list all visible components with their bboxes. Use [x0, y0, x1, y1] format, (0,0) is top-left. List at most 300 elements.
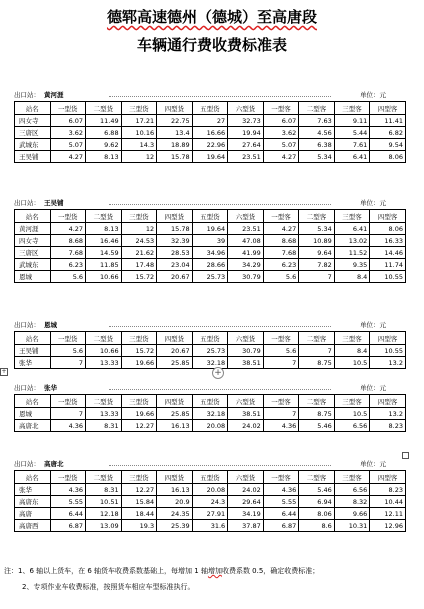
- note-1: 注：1、6 轴以上货车，在 6 轴货车收费系数基础上，每增加 1 轴增加收费系数 0.5，确定收费标准；: [4, 567, 320, 575]
- entry-station-cell: 恩城: [15, 271, 51, 283]
- page-title: 德郓高速德州（德城）至高唐段: [106, 8, 317, 26]
- table-row: [15, 357, 406, 369]
- toll-value-cell: 22.75: [157, 115, 193, 127]
- toll-value-cell: 19.94: [228, 127, 264, 139]
- dotted-leader: [109, 326, 331, 327]
- unit-label: 单位：元: [360, 321, 386, 329]
- toll-value-cell: 6.44: [263, 508, 299, 520]
- toll-value-cell: 15.78: [157, 151, 193, 163]
- exit-station-name: 张华: [44, 384, 57, 392]
- section-4: [14, 459, 406, 532]
- toll-value-cell: 14.3: [121, 139, 157, 151]
- column-header: 四型货: [157, 102, 193, 115]
- column-header: 站名: [15, 395, 51, 408]
- toll-value-cell: 19.64: [192, 151, 228, 163]
- toll-value-cell: 4.56: [299, 127, 335, 139]
- column-header: 二型客: [299, 471, 335, 484]
- toll-value-cell: 3.62: [50, 127, 86, 139]
- toll-value-cell: 13.33: [86, 408, 122, 420]
- column-header: 三型客: [334, 471, 370, 484]
- toll-value-cell: 25.85: [157, 408, 193, 420]
- toll-table: [14, 101, 406, 163]
- toll-table: [14, 209, 406, 283]
- column-header: 二型客: [299, 210, 335, 223]
- note-2: 2、专项作业车收费标准，按照货车相应车型标准执行。: [22, 583, 195, 591]
- exit-station-name: 高唐北: [44, 460, 64, 468]
- toll-value-cell: 20.67: [157, 271, 193, 283]
- table-row: [15, 235, 406, 247]
- toll-value-cell: 27.64: [228, 139, 264, 151]
- exit-label: 出口站：: [14, 91, 40, 99]
- exit-station-line: [14, 320, 406, 331]
- column-header: 二型货: [86, 332, 122, 345]
- column-header: 三型客: [334, 210, 370, 223]
- toll-value-cell: 25.73: [192, 271, 228, 283]
- entry-station-cell: 张华: [15, 357, 51, 369]
- toll-value-cell: 27.91: [192, 508, 228, 520]
- toll-value-cell: 24.02: [228, 420, 264, 432]
- exit-label: 出口站：: [14, 384, 40, 392]
- entry-station-cell: 王吴铺: [15, 345, 51, 357]
- toll-value-cell: 16.13: [157, 484, 193, 496]
- toll-value-cell: 12.96: [370, 520, 406, 532]
- table-row: [15, 247, 406, 259]
- column-header: 一型客: [263, 395, 299, 408]
- toll-value-cell: 6.88: [86, 127, 122, 139]
- exit-label: 出口站：: [14, 199, 40, 207]
- column-header: 三型货: [121, 471, 157, 484]
- toll-value-cell: 18.44: [121, 508, 157, 520]
- toll-value-cell: 6.56: [334, 420, 370, 432]
- column-header: 四型货: [157, 210, 193, 223]
- toll-value-cell: 25.39: [157, 520, 193, 532]
- toll-value-cell: 13.4: [157, 127, 193, 139]
- exit-label: 出口站：: [14, 460, 40, 468]
- toll-value-cell: 8.75: [299, 357, 335, 369]
- toll-value-cell: 8.13: [86, 151, 122, 163]
- entry-station-cell: 张华: [15, 484, 51, 496]
- toll-value-cell: 10.5: [334, 357, 370, 369]
- toll-value-cell: 6.23: [263, 259, 299, 271]
- toll-value-cell: 32.39: [157, 235, 193, 247]
- unit-label: 单位：元: [360, 199, 386, 207]
- toll-value-cell: 7: [299, 345, 335, 357]
- toll-value-cell: 37.87: [228, 520, 264, 532]
- toll-value-cell: 10.66: [86, 345, 122, 357]
- toll-value-cell: 7: [263, 357, 299, 369]
- table-resize-handle[interactable]: [402, 452, 409, 459]
- toll-value-cell: 4.36: [263, 420, 299, 432]
- column-header: 三型货: [121, 102, 157, 115]
- toll-value-cell: 8.32: [334, 496, 370, 508]
- entry-station-cell: 三唐区: [15, 247, 51, 259]
- toll-value-cell: 10.5: [334, 408, 370, 420]
- toll-value-cell: 12.18: [86, 508, 122, 520]
- toll-value-cell: 28.66: [192, 259, 228, 271]
- entry-station-cell: 黄河涯: [15, 223, 51, 235]
- toll-value-cell: 28.53: [157, 247, 193, 259]
- column-header: 二型货: [86, 102, 122, 115]
- toll-value-cell: 8.31: [86, 484, 122, 496]
- toll-value-cell: 4.36: [263, 484, 299, 496]
- table-row: [15, 223, 406, 235]
- toll-value-cell: 5.07: [263, 139, 299, 151]
- table-move-handle-icon[interactable]: +: [1, 368, 7, 375]
- toll-value-cell: 19.66: [121, 357, 157, 369]
- entry-station-cell: 高唐西: [15, 520, 51, 532]
- toll-value-cell: 8.13: [86, 223, 122, 235]
- table-header-row: [15, 395, 406, 408]
- toll-value-cell: 16.13: [157, 420, 193, 432]
- toll-value-cell: 6.23: [50, 259, 86, 271]
- toll-value-cell: 6.41: [334, 223, 370, 235]
- table-row: [15, 345, 406, 357]
- plus-icon[interactable]: +: [212, 367, 224, 379]
- toll-value-cell: 17.21: [121, 115, 157, 127]
- toll-value-cell: 5.6: [50, 345, 86, 357]
- column-header: 一型货: [50, 332, 86, 345]
- toll-value-cell: 6.44: [50, 508, 86, 520]
- dotted-leader: [109, 204, 331, 205]
- toll-value-cell: 8.68: [50, 235, 86, 247]
- toll-value-cell: 20.08: [192, 484, 228, 496]
- toll-value-cell: 8.4: [334, 345, 370, 357]
- entry-station-cell: 恩城: [15, 408, 51, 420]
- column-header: 一型客: [263, 332, 299, 345]
- exit-station-line: [14, 459, 406, 470]
- column-header: 二型客: [299, 332, 335, 345]
- toll-value-cell: 8.4: [334, 271, 370, 283]
- toll-value-cell: 30.79: [228, 345, 264, 357]
- column-header: 二型货: [86, 210, 122, 223]
- toll-value-cell: 6.56: [334, 484, 370, 496]
- toll-value-cell: 11.74: [370, 259, 406, 271]
- column-header: 五型货: [192, 102, 228, 115]
- toll-value-cell: 12.11: [370, 508, 406, 520]
- table-header-row: [15, 210, 406, 223]
- column-header: 站名: [15, 332, 51, 345]
- dotted-leader: [109, 465, 331, 466]
- unit-label: 单位：元: [360, 460, 386, 468]
- toll-value-cell: 47.08: [228, 235, 264, 247]
- dotted-leader: [109, 389, 331, 390]
- toll-value-cell: 7.61: [334, 139, 370, 151]
- toll-value-cell: 6.87: [50, 520, 86, 532]
- toll-value-cell: 3.62: [263, 127, 299, 139]
- table-row: [15, 127, 406, 139]
- table-header-row: [15, 102, 406, 115]
- entry-station-cell: 高唐: [15, 508, 51, 520]
- toll-value-cell: 4.36: [50, 420, 86, 432]
- column-header: 四型客: [370, 332, 406, 345]
- toll-value-cell: 13.02: [334, 235, 370, 247]
- column-header: 四型客: [370, 395, 406, 408]
- toll-value-cell: 32.18: [192, 357, 228, 369]
- toll-value-cell: 16.33: [370, 235, 406, 247]
- toll-value-cell: 5.6: [50, 271, 86, 283]
- toll-value-cell: 17.48: [121, 259, 157, 271]
- column-header: 六型货: [228, 210, 264, 223]
- toll-value-cell: 7: [263, 408, 299, 420]
- toll-value-cell: 13.33: [86, 357, 122, 369]
- section-1: [14, 198, 406, 283]
- toll-value-cell: 8.6: [299, 520, 335, 532]
- toll-value-cell: 39: [192, 235, 228, 247]
- toll-value-cell: 7: [50, 357, 86, 369]
- column-header: 一型货: [50, 210, 86, 223]
- column-header: 五型货: [192, 395, 228, 408]
- toll-value-cell: 38.51: [228, 408, 264, 420]
- toll-value-cell: 12.27: [121, 420, 157, 432]
- page-subtitle: 车辆通行费收费标准表: [136, 36, 287, 54]
- toll-value-cell: 9.35: [334, 259, 370, 271]
- exit-label: 出口站：: [14, 321, 40, 329]
- toll-value-cell: 15.84: [121, 496, 157, 508]
- toll-value-cell: 8.23: [370, 484, 406, 496]
- toll-value-cell: 8.06: [370, 223, 406, 235]
- toll-value-cell: 5.46: [299, 484, 335, 496]
- toll-value-cell: 6.94: [299, 496, 335, 508]
- exit-station-line: [14, 90, 406, 101]
- toll-value-cell: 8.23: [370, 420, 406, 432]
- toll-value-cell: 7.68: [50, 247, 86, 259]
- toll-value-cell: 19.3: [121, 520, 157, 532]
- toll-value-cell: 13.2: [370, 408, 406, 420]
- column-header: 三型货: [121, 395, 157, 408]
- toll-value-cell: 5.6: [263, 271, 299, 283]
- unit-label: 单位：元: [360, 91, 386, 99]
- toll-value-cell: 22.96: [192, 139, 228, 151]
- toll-value-cell: 38.51: [228, 357, 264, 369]
- column-header: 四型货: [157, 395, 193, 408]
- column-header: 二型客: [299, 102, 335, 115]
- column-header: 一型货: [50, 395, 86, 408]
- toll-value-cell: 8.06: [370, 151, 406, 163]
- column-header: 一型货: [50, 102, 86, 115]
- toll-value-cell: 6.82: [370, 127, 406, 139]
- toll-value-cell: 14.59: [86, 247, 122, 259]
- entry-station-cell: 武城东: [15, 139, 51, 151]
- toll-value-cell: 5.6: [263, 345, 299, 357]
- exit-station-name: 恩城: [44, 321, 57, 329]
- toll-value-cell: 5.34: [299, 151, 335, 163]
- exit-station-name: 王吴铺: [44, 199, 64, 207]
- section-0: [14, 90, 406, 163]
- column-header: 站名: [15, 210, 51, 223]
- toll-value-cell: 11.41: [370, 115, 406, 127]
- toll-value-cell: 4.27: [50, 151, 86, 163]
- exit-station-line: [14, 198, 406, 209]
- column-header: 一型客: [263, 471, 299, 484]
- table-header-row: [15, 471, 406, 484]
- toll-value-cell: 13.2: [370, 357, 406, 369]
- toll-value-cell: 5.07: [50, 139, 86, 151]
- toll-value-cell: 16.66: [192, 127, 228, 139]
- notes: [4, 563, 420, 595]
- toll-value-cell: 20.67: [157, 345, 193, 357]
- section-3: [14, 383, 406, 432]
- toll-value-cell: 20.9: [157, 496, 193, 508]
- toll-value-cell: 4.27: [263, 151, 299, 163]
- column-header: 三型客: [334, 332, 370, 345]
- toll-value-cell: 9.62: [86, 139, 122, 151]
- toll-value-cell: 19.64: [192, 223, 228, 235]
- toll-value-cell: 19.66: [121, 408, 157, 420]
- column-header: 三型客: [334, 395, 370, 408]
- column-header: 六型货: [228, 471, 264, 484]
- toll-value-cell: 25.85: [157, 357, 193, 369]
- toll-value-cell: 7.82: [299, 259, 335, 271]
- toll-value-cell: 15.72: [121, 271, 157, 283]
- column-header: 二型客: [299, 395, 335, 408]
- entry-station-cell: 四女寺: [15, 235, 51, 247]
- entry-station-cell: 三唐区: [15, 127, 51, 139]
- column-header: 四型货: [157, 471, 193, 484]
- exit-station-line: [14, 383, 406, 394]
- toll-value-cell: 7: [299, 271, 335, 283]
- column-header: 六型货: [228, 332, 264, 345]
- column-header: 三型货: [121, 332, 157, 345]
- column-header: 四型货: [157, 332, 193, 345]
- toll-value-cell: 14.46: [370, 247, 406, 259]
- toll-value-cell: 11.85: [86, 259, 122, 271]
- table-row: [15, 271, 406, 283]
- toll-value-cell: 15.72: [121, 345, 157, 357]
- table-row: [15, 420, 406, 432]
- toll-value-cell: 32.73: [228, 115, 264, 127]
- toll-value-cell: 8.68: [263, 235, 299, 247]
- toll-value-cell: 5.44: [334, 127, 370, 139]
- column-header: 一型货: [50, 471, 86, 484]
- toll-value-cell: 24.3: [192, 496, 228, 508]
- toll-table: [14, 331, 406, 369]
- toll-value-cell: 10.44: [370, 496, 406, 508]
- toll-value-cell: 34.19: [228, 508, 264, 520]
- column-header: 一型客: [263, 102, 299, 115]
- column-header: 二型货: [86, 471, 122, 484]
- toll-value-cell: 31.6: [192, 520, 228, 532]
- toll-value-cell: 5.55: [263, 496, 299, 508]
- toll-value-cell: 10.51: [86, 496, 122, 508]
- toll-value-cell: 7.68: [263, 247, 299, 259]
- toll-value-cell: 9.54: [370, 139, 406, 151]
- toll-value-cell: 41.99: [228, 247, 264, 259]
- toll-value-cell: 5.55: [50, 496, 86, 508]
- entry-station-cell: 王吴铺: [15, 151, 51, 163]
- toll-value-cell: 10.55: [370, 345, 406, 357]
- section-2: [14, 320, 406, 369]
- toll-value-cell: 10.89: [299, 235, 335, 247]
- toll-value-cell: 27: [192, 115, 228, 127]
- toll-value-cell: 16.46: [86, 235, 122, 247]
- toll-value-cell: 6.41: [334, 151, 370, 163]
- column-header: 站名: [15, 102, 51, 115]
- toll-table: [14, 394, 406, 432]
- table-row: [15, 408, 406, 420]
- toll-value-cell: 34.96: [192, 247, 228, 259]
- toll-value-cell: 10.16: [121, 127, 157, 139]
- toll-table: [14, 470, 406, 532]
- toll-value-cell: 21.62: [121, 247, 157, 259]
- toll-value-cell: 8.75: [299, 408, 335, 420]
- toll-value-cell: 24.02: [228, 484, 264, 496]
- toll-value-cell: 7.63: [299, 115, 335, 127]
- column-header: 三型货: [121, 210, 157, 223]
- toll-value-cell: 32.18: [192, 408, 228, 420]
- toll-value-cell: 8.31: [86, 420, 122, 432]
- entry-station-cell: 高唐东: [15, 496, 51, 508]
- toll-value-cell: 9.66: [334, 508, 370, 520]
- toll-value-cell: 11.52: [334, 247, 370, 259]
- toll-value-cell: 12: [121, 151, 157, 163]
- toll-value-cell: 34.29: [228, 259, 264, 271]
- column-header: 六型货: [228, 102, 264, 115]
- table-row: [15, 259, 406, 271]
- dotted-leader: [109, 96, 331, 97]
- toll-value-cell: 23.04: [157, 259, 193, 271]
- toll-value-cell: 4.27: [263, 223, 299, 235]
- toll-value-cell: 20.08: [192, 420, 228, 432]
- toll-value-cell: 15.78: [157, 223, 193, 235]
- table-row: [15, 115, 406, 127]
- table-row: [15, 139, 406, 151]
- toll-value-cell: 29.64: [228, 496, 264, 508]
- toll-value-cell: 12.27: [121, 484, 157, 496]
- column-header: 三型客: [334, 102, 370, 115]
- table-row: [15, 496, 406, 508]
- table-row: [15, 484, 406, 496]
- toll-value-cell: 4.27: [50, 223, 86, 235]
- entry-station-cell: 四女寺: [15, 115, 51, 127]
- toll-value-cell: 6.38: [299, 139, 335, 151]
- column-header: 六型货: [228, 395, 264, 408]
- column-header: 一型客: [263, 210, 299, 223]
- toll-value-cell: 10.55: [370, 271, 406, 283]
- toll-value-cell: 12: [121, 223, 157, 235]
- column-header: 四型客: [370, 471, 406, 484]
- column-header: 二型货: [86, 395, 122, 408]
- column-header: 五型货: [192, 332, 228, 345]
- toll-value-cell: 10.66: [86, 271, 122, 283]
- toll-value-cell: 6.87: [263, 520, 299, 532]
- table-row: [15, 508, 406, 520]
- column-header: 五型货: [192, 210, 228, 223]
- toll-value-cell: 18.89: [157, 139, 193, 151]
- column-header: 四型客: [370, 102, 406, 115]
- exit-station-name: 黄河涯: [44, 91, 64, 99]
- toll-value-cell: 30.79: [228, 271, 264, 283]
- unit-label: 单位：元: [360, 384, 386, 392]
- toll-value-cell: 6.07: [50, 115, 86, 127]
- toll-value-cell: 10.31: [334, 520, 370, 532]
- toll-value-cell: 5.46: [299, 420, 335, 432]
- toll-value-cell: 24.35: [157, 508, 193, 520]
- toll-value-cell: 23.51: [228, 151, 264, 163]
- toll-value-cell: 6.07: [263, 115, 299, 127]
- entry-station-cell: 武城东: [15, 259, 51, 271]
- toll-value-cell: 23.51: [228, 223, 264, 235]
- column-header: 四型客: [370, 210, 406, 223]
- column-header: 站名: [15, 471, 51, 484]
- toll-value-cell: 9.11: [334, 115, 370, 127]
- toll-value-cell: 24.53: [121, 235, 157, 247]
- entry-station-cell: 高唐北: [15, 420, 51, 432]
- toll-value-cell: 7: [50, 408, 86, 420]
- toll-value-cell: 11.49: [86, 115, 122, 127]
- toll-value-cell: 4.36: [50, 484, 86, 496]
- toll-value-cell: 25.73: [192, 345, 228, 357]
- column-header: 五型货: [192, 471, 228, 484]
